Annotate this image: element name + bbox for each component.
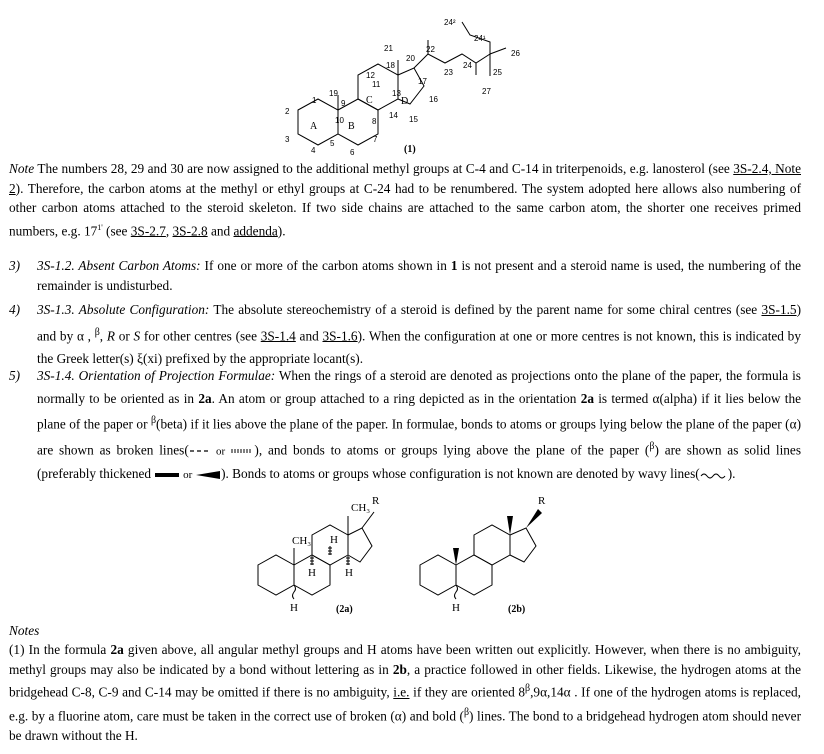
atom-number: 7 — [373, 135, 378, 144]
text: is termed α(alpha) if it lies below the plane of the paper or — [37, 390, 802, 432]
text: ). — [277, 222, 286, 238]
item-number: 3) — [9, 258, 21, 273]
text: . An atom or group attached to a ring depicted as in the orientation — [211, 390, 581, 406]
atom-number: 3 — [285, 135, 290, 144]
wavy-line-icon — [700, 471, 728, 479]
r-group-label: R — [372, 495, 380, 507]
atom-number: 15 — [409, 115, 418, 124]
text: or — [210, 445, 231, 458]
text: or — [180, 468, 196, 481]
atom-number: 4 — [311, 146, 316, 155]
text: ). When the configuration at one or more centres is not known, this is indicated by the Greek letter(s) ξ(xi) prefixed by the appropriate locant(s). — [37, 328, 801, 367]
atom-number: 19 — [329, 89, 338, 98]
text: or — [114, 328, 134, 344]
atom-number: 21 — [384, 44, 393, 53]
atom-number: 23 — [444, 68, 453, 77]
link-3s-2-7[interactable]: 3S-2.7 — [130, 222, 166, 238]
text: ,9α,14α . If one of the hydrogen atoms is replaced, e.g. by a fluorine atom, care must be taken in the correct use of broken (α) and bold ( — [9, 684, 801, 723]
beta-symbol: β — [150, 415, 157, 426]
link-addenda[interactable]: addenda — [233, 222, 278, 238]
link-3s-1-5[interactable]: 3S-1.5 — [761, 302, 797, 317]
text: The absolute stereochemistry of a steroid is defined by the parent name for some chiral centres (see — [209, 302, 762, 317]
text: given above, all angular methyl groups and H atoms have been written out explicitly. However, when there is no ambiguity, methyl groups may also be indicated by a bond without lettering as in — [9, 642, 802, 677]
atom-number: 6 — [350, 148, 355, 157]
broken-line-icon — [189, 447, 211, 455]
s-symbol: S — [133, 328, 141, 344]
figure-2b-caption: (2b) — [508, 604, 526, 615]
text: , — [99, 328, 107, 344]
r-group-label: R — [538, 495, 546, 507]
methyl-label: CH₃ — [292, 535, 312, 547]
note-label: Note — [9, 161, 35, 176]
atom-number: 12 — [366, 71, 375, 80]
ring-label-a: A — [310, 121, 318, 132]
atom-number: 10 — [335, 116, 344, 125]
item-number: 5) — [9, 368, 21, 383]
atom-number: 20 — [406, 54, 415, 63]
atom-number: 8 — [372, 117, 377, 126]
item-number: 4) — [9, 302, 21, 317]
item-heading: 3S-1.4. Orientation of Projection Formulae: — [37, 368, 276, 383]
text: When the rings of a steroid are denoted as projections onto the plane of the paper, the formula is normally to be oriented as in — [37, 368, 801, 406]
link-3s-1-6[interactable]: 3S-1.6 — [322, 328, 358, 344]
link-3s-2-8[interactable]: 3S-2.8 — [172, 222, 208, 238]
atom-number: 22 — [426, 45, 435, 54]
ring-label-d: D — [401, 96, 409, 107]
steroid-projection-figures — [250, 492, 570, 620]
text: The numbers 28, 29 and 30 are now assigned to the additional methyl groups at C-4 and C-14 in triterpenoids, e.g. lanosterol (see — [34, 161, 734, 176]
hydrogen-label: H — [345, 567, 353, 579]
r-symbol: R — [106, 328, 115, 344]
hydrogen-label: H — [452, 602, 460, 614]
hashed-bond-icon — [230, 447, 254, 455]
text: (1) In the formula — [9, 642, 111, 657]
text: (see — [102, 222, 131, 238]
text: ) lines. The bond to a bridgehead hydrogen atom should never be drawn without the H. — [9, 707, 801, 743]
atom-number: 24¹ — [474, 34, 486, 43]
text: ) and by α , — [37, 302, 801, 344]
link-3s-2-4[interactable]: 3S-2.4, Note 2 — [9, 161, 801, 196]
atom-number: 1 — [312, 96, 317, 105]
text: and — [295, 328, 323, 344]
atom-number: 26 — [511, 49, 520, 58]
list-item-5 — [9, 365, 801, 486]
item-heading: 3S-1.3. Absolute Configuration: — [37, 302, 210, 317]
text: (beta) if it lies above the plane of the paper. In formulae, bonds to atoms or groups lying below the plane of the paper (α) are shown as broken lines( — [37, 416, 801, 458]
beta-symbol: β — [94, 327, 100, 338]
atom-number: 17 — [418, 77, 427, 86]
ring-label-c: C — [366, 95, 373, 106]
hydrogen-label: H — [290, 602, 298, 614]
superscript: 1' — [97, 222, 103, 232]
beta-symbol: β — [463, 706, 470, 718]
text: for other centres (see — [140, 328, 261, 344]
atom-number: 13 — [392, 89, 401, 98]
wedge-bond-icon — [195, 470, 221, 480]
notes-paragraph — [9, 640, 801, 745]
text: ). Therefore, the carbon atoms at the methyl or ethyl groups at C-24 had to be renumbered. The system adopted here allows also numbering of other carbon atoms attached to the steroid skeleton. If two side chains are attached to the same carbon atom, the shorter one receives primed numbers, e.g. 17 — [9, 180, 801, 238]
bold-ref: 2a — [198, 390, 212, 406]
atom-number: 25 — [493, 68, 502, 77]
link-3s-1-4[interactable]: 3S-1.4 — [260, 328, 296, 344]
text: If one or more of the carbon atoms shown in — [200, 258, 451, 273]
bold-ref: 2b — [392, 661, 407, 677]
text: and — [207, 222, 234, 238]
text: ). Bonds to atoms or groups whose configuration is not known are denoted by wavy lines( — [221, 465, 700, 481]
text: ), and bonds to atoms or groups lying above the plane of the paper ( — [254, 442, 650, 458]
thick-line-icon — [154, 471, 180, 479]
notes-title: Notes — [9, 623, 40, 638]
atom-number: 2 — [285, 107, 290, 116]
text: is not present and a steroid name is used, the numbering of the remainder is undisturbed. — [37, 258, 801, 293]
text: ) are shown as solid lines (preferably thickened — [37, 442, 801, 481]
atom-number: 27 — [482, 87, 491, 96]
atom-number: 11 — [372, 80, 381, 89]
atom-number: 16 — [429, 95, 438, 104]
hydrogen-label: H — [308, 567, 316, 579]
bold-ref: 1 — [450, 258, 458, 273]
atom-number: 14 — [389, 111, 398, 120]
beta-symbol: β — [649, 440, 655, 452]
bold-ref: 2a — [110, 642, 124, 657]
ring-label-b: B — [348, 121, 355, 132]
bold-ref: 2a — [580, 390, 594, 406]
text: , — [165, 222, 173, 238]
atom-number: 24 — [463, 61, 472, 70]
item-heading: 3S-1.2. Absent Carbon Atoms: — [37, 258, 201, 273]
list-item-4 — [9, 298, 801, 370]
methyl-label: CH₃ — [351, 502, 371, 514]
note-paragraph — [9, 159, 801, 240]
atom-number: 5 — [330, 139, 335, 148]
figure-1-caption: (1) — [404, 144, 416, 155]
atom-number: 24² — [444, 18, 456, 27]
beta-symbol: β — [525, 683, 531, 695]
steroid-skeleton-figure — [275, 14, 545, 159]
text: if they are oriented 8 — [409, 684, 526, 700]
text: ). — [727, 465, 736, 481]
figure-2a-caption: (2a) — [336, 604, 353, 615]
atom-number: 9 — [341, 99, 346, 108]
text: , a practice followed in other fields. Likewise, the hydrogen atoms at the bridgehead C-8, C-9 and C-14 may be omitted if there is no ambiguity, — [9, 661, 801, 700]
list-item-3 — [9, 256, 801, 296]
link-ie[interactable]: i.e. — [393, 684, 410, 700]
atom-number: 18 — [386, 61, 395, 70]
hydrogen-label: H — [330, 534, 338, 546]
